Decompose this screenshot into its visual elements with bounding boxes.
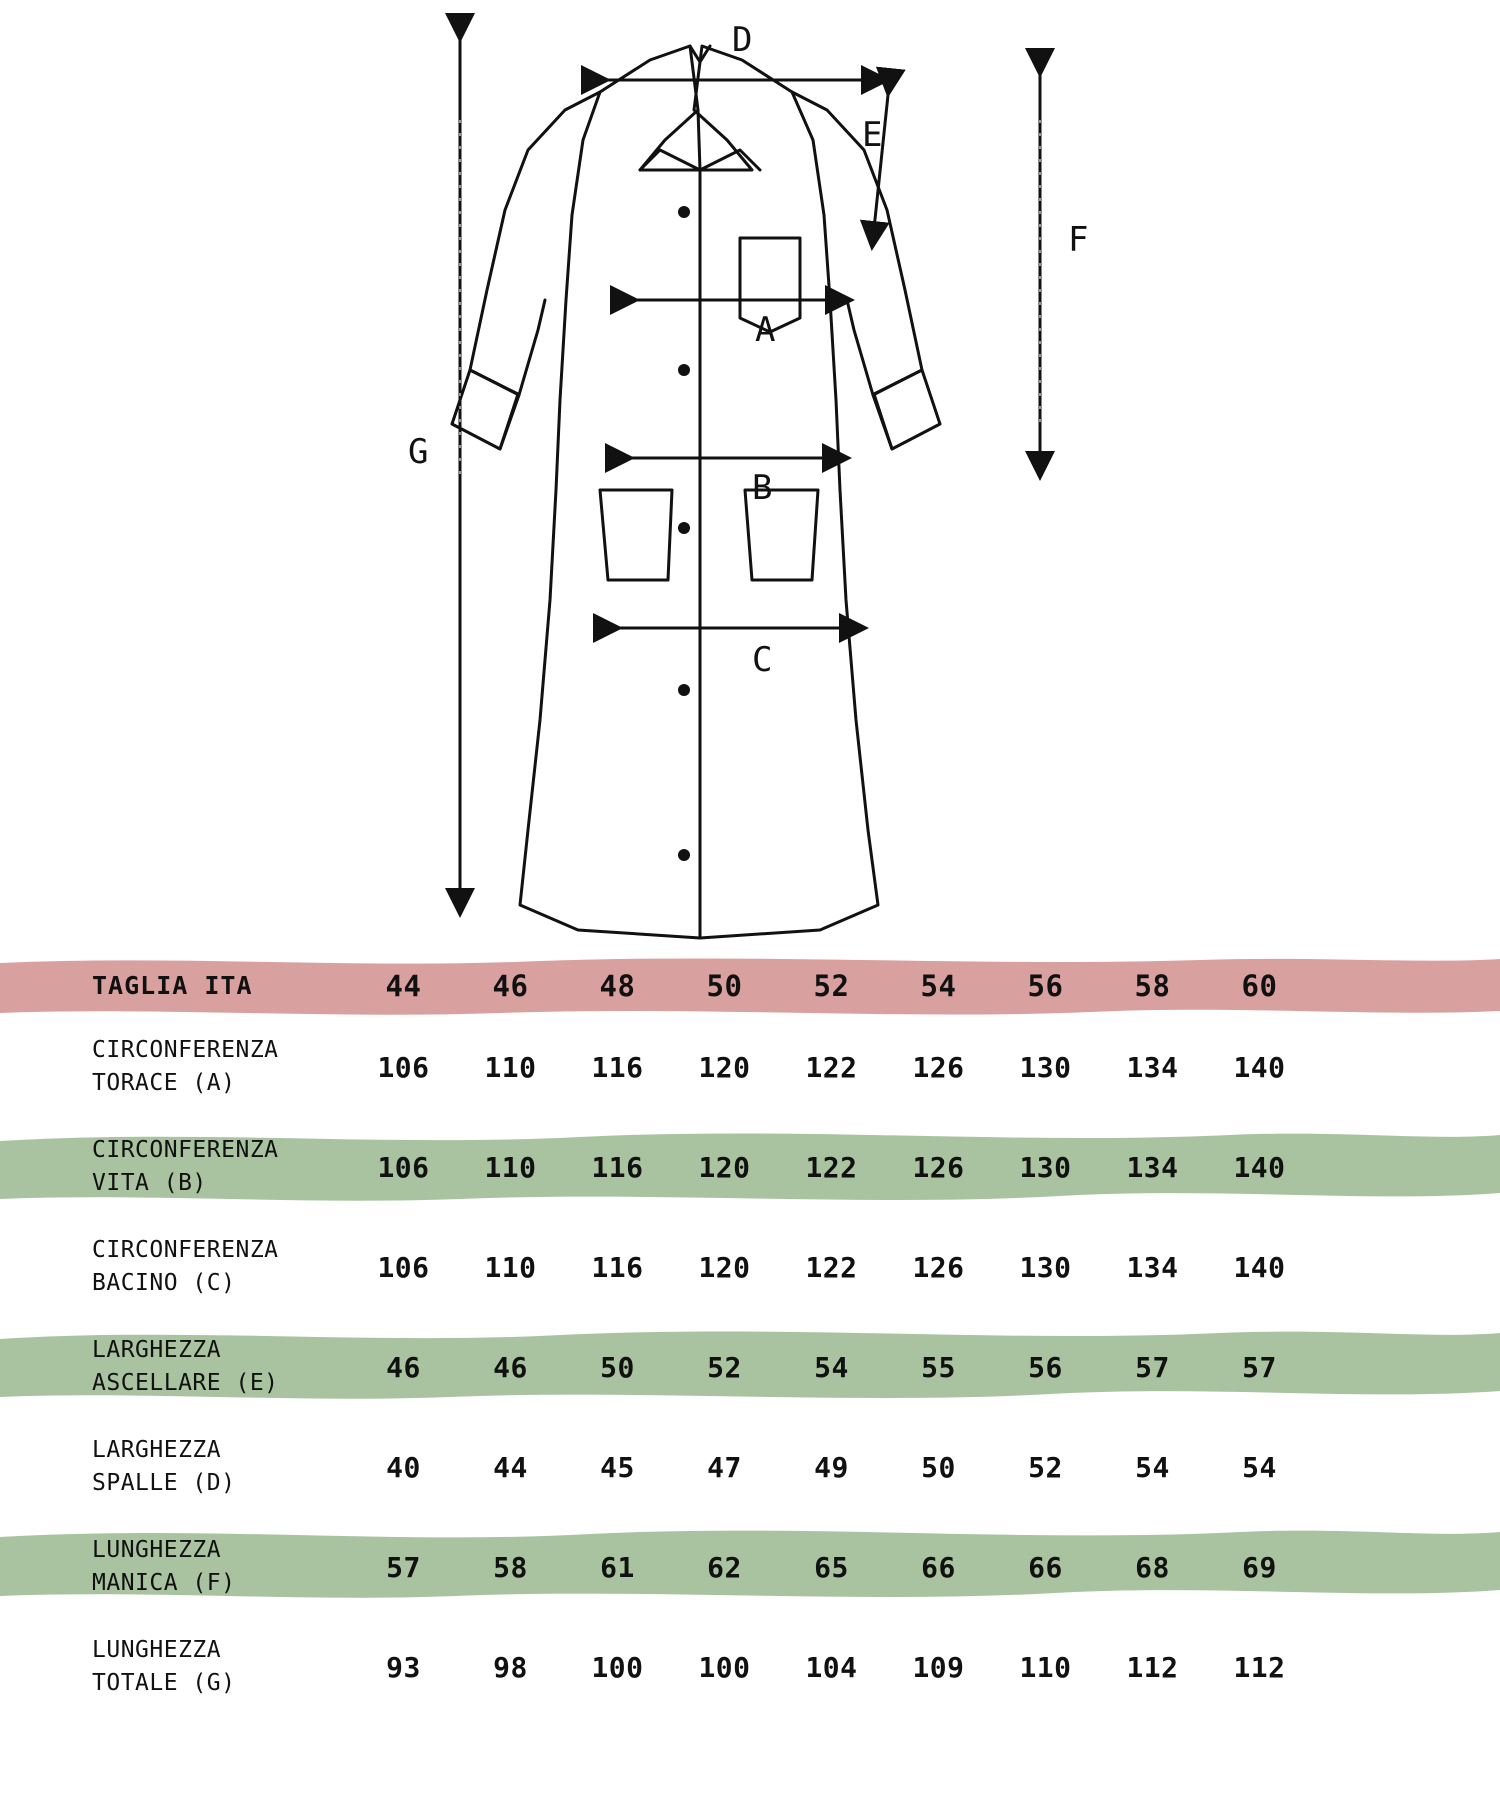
cell-value: 140 — [1233, 1150, 1286, 1184]
cell-value: 46 — [386, 1350, 421, 1384]
cell-value: 116 — [591, 1050, 644, 1084]
cell-value: 100 — [698, 1650, 751, 1684]
cell-value: 106 — [377, 1050, 430, 1084]
row-label — [0, 1034, 350, 1101]
cell-value: 45 — [600, 1450, 635, 1484]
table-row — [0, 1517, 1500, 1617]
size-54: 54 — [920, 969, 957, 1003]
cell-value: 122 — [805, 1250, 858, 1284]
row-label-line1: LARGHEZZA — [92, 1436, 222, 1463]
row-label — [0, 1134, 350, 1201]
dimension-label-C: C — [752, 640, 773, 680]
cell-value: 109 — [912, 1650, 965, 1684]
row-label-line1: LUNGHEZZA — [92, 1636, 222, 1663]
row-label-line1: CIRCONFERENZA — [92, 1036, 279, 1063]
row-label-line2: MANICA (F) — [92, 1570, 236, 1596]
size-56: 56 — [1027, 969, 1064, 1003]
row-label-line2: TORACE (A) — [92, 1070, 236, 1096]
row-label-line2: SPALLE (D) — [92, 1470, 236, 1496]
cell-value: 98 — [493, 1650, 528, 1684]
row-label-line1: CIRCONFERENZA — [92, 1236, 279, 1263]
cell-value: 140 — [1233, 1250, 1286, 1284]
table-row — [0, 1117, 1500, 1217]
cell-value: 134 — [1126, 1250, 1179, 1284]
table-row — [0, 1017, 1500, 1117]
row-label-line2: TOTALE (G) — [92, 1670, 236, 1696]
cell-value: 130 — [1019, 1150, 1072, 1184]
table-header-row — [0, 955, 1500, 1017]
cell-value: 110 — [1019, 1650, 1072, 1684]
cell-value: 66 — [1028, 1550, 1063, 1584]
cell-value: 46 — [493, 1350, 528, 1384]
row-label-line2: VITA (B) — [92, 1170, 207, 1196]
table-row — [0, 1417, 1500, 1517]
cell-value: 120 — [698, 1050, 751, 1084]
cell-value: 130 — [1019, 1250, 1072, 1284]
cell-value: 106 — [377, 1250, 430, 1284]
size-46: 46 — [492, 969, 529, 1003]
cell-value: 116 — [591, 1150, 644, 1184]
cell-value: 110 — [484, 1250, 537, 1284]
cell-value: 104 — [805, 1650, 858, 1684]
cell-value: 57 — [1135, 1350, 1170, 1384]
dimension-label-F: F — [1068, 220, 1089, 260]
size-52: 52 — [813, 969, 850, 1003]
cell-value: 112 — [1126, 1650, 1179, 1684]
cell-value: 110 — [484, 1150, 537, 1184]
size-48: 48 — [599, 969, 636, 1003]
row-label-line1: LUNGHEZZA — [92, 1536, 222, 1563]
cell-value: 112 — [1233, 1650, 1286, 1684]
cell-value: 65 — [814, 1550, 849, 1584]
cell-value: 57 — [386, 1550, 421, 1584]
cell-value: 47 — [707, 1450, 742, 1484]
cell-value: 110 — [484, 1050, 537, 1084]
cell-value: 54 — [814, 1350, 849, 1384]
cell-value: 122 — [805, 1050, 858, 1084]
cell-value: 120 — [698, 1250, 751, 1284]
cell-value: 100 — [591, 1650, 644, 1684]
cell-value: 52 — [1028, 1450, 1063, 1484]
size-58: 58 — [1134, 969, 1171, 1003]
cell-value: 106 — [377, 1150, 430, 1184]
cell-value: 126 — [912, 1150, 965, 1184]
dimension-label-G: G — [408, 432, 429, 472]
row-label-line1: LARGHEZZA — [92, 1336, 222, 1363]
cell-value: 49 — [814, 1450, 849, 1484]
cell-value: 126 — [912, 1050, 965, 1084]
table-row — [0, 1217, 1500, 1317]
cell-value: 54 — [1242, 1450, 1277, 1484]
table-row — [0, 1317, 1500, 1417]
cell-value: 58 — [493, 1550, 528, 1584]
cell-value: 57 — [1242, 1350, 1277, 1384]
cell-value: 130 — [1019, 1050, 1072, 1084]
row-label — [0, 1634, 350, 1701]
cell-value: 68 — [1135, 1550, 1170, 1584]
cell-value: 93 — [386, 1650, 421, 1684]
cell-value: 116 — [591, 1250, 644, 1284]
cell-value: 40 — [386, 1450, 421, 1484]
row-label-line2: BACINO (C) — [92, 1270, 236, 1296]
cell-value: 69 — [1242, 1550, 1277, 1584]
cell-value: 54 — [1135, 1450, 1170, 1484]
cell-value: 140 — [1233, 1050, 1286, 1084]
dimension-label-E: E — [862, 115, 883, 155]
cell-value: 120 — [698, 1150, 751, 1184]
cell-value: 55 — [921, 1350, 956, 1384]
cell-value: 134 — [1126, 1050, 1179, 1084]
cell-value: 44 — [493, 1450, 528, 1484]
cell-value: 61 — [600, 1550, 635, 1584]
row-label-line2: ASCELLARE (E) — [92, 1370, 279, 1396]
row-label-line1: CIRCONFERENZA — [92, 1136, 279, 1163]
size-60: 60 — [1241, 969, 1278, 1003]
table-row — [0, 1617, 1500, 1717]
cell-value: 52 — [707, 1350, 742, 1384]
size-44: 44 — [385, 969, 422, 1003]
cell-value: 126 — [912, 1250, 965, 1284]
cell-value: 134 — [1126, 1150, 1179, 1184]
row-label — [0, 1434, 350, 1501]
cell-value: 50 — [600, 1350, 635, 1384]
cell-value: 56 — [1028, 1350, 1063, 1384]
cell-value: 50 — [921, 1450, 956, 1484]
cell-value: 62 — [707, 1550, 742, 1584]
dimension-label-D: D — [732, 20, 753, 60]
dimension-label-B: B — [752, 468, 773, 508]
header-label: TAGLIA ITA — [92, 970, 253, 1000]
row-label — [0, 1334, 350, 1401]
size-50: 50 — [706, 969, 743, 1003]
row-label — [0, 1234, 350, 1301]
cell-value: 122 — [805, 1150, 858, 1184]
dimension-label-A: A — [755, 310, 776, 350]
size-table — [0, 955, 1500, 1717]
cell-value: 66 — [921, 1550, 956, 1584]
row-label — [0, 1534, 350, 1601]
